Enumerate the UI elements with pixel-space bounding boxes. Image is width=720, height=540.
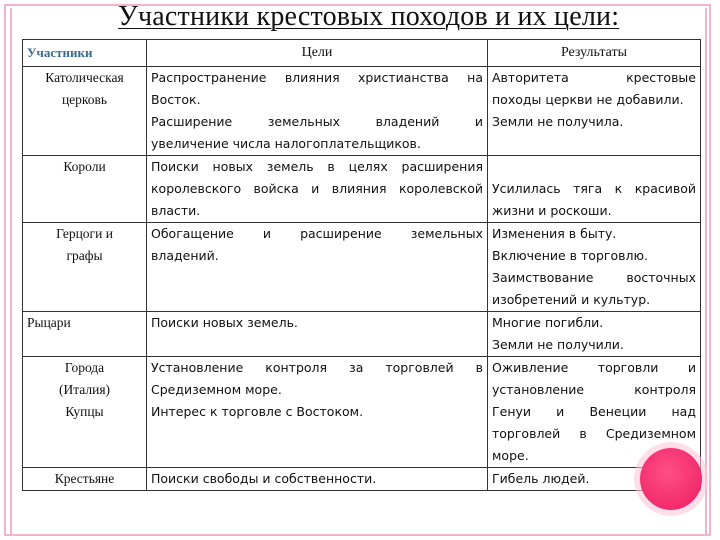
participant-cell — [23, 67, 147, 156]
results-line: Авторитета крестовые — [492, 70, 696, 85]
results-line: Изменения в быту. — [492, 226, 617, 241]
header-goals: Цели — [147, 40, 488, 67]
participant-line: (Италия) — [58, 382, 111, 397]
results-line: Земли не получили. — [492, 337, 624, 352]
participant-line: церковь — [61, 92, 108, 107]
participant-line: Рыцари — [27, 315, 71, 330]
goals-line: Интерес к торговле с Востоком. — [151, 404, 364, 419]
table-row — [23, 357, 701, 468]
participant-cell — [23, 223, 147, 312]
header-participants: Участники — [23, 40, 147, 67]
goals-cell — [147, 223, 488, 312]
results-line: изобретений и культур. — [492, 292, 651, 307]
goals-line: Расширение земельных владений и — [151, 114, 483, 129]
table-row — [23, 312, 701, 357]
results-cell — [488, 357, 701, 468]
goals-line: Поиски новых земель в целях расширения — [151, 159, 483, 174]
results-line: Гибель людей. — [492, 471, 590, 486]
results-line: жизни и роскоши. — [492, 203, 612, 218]
goals-line: Обогащение и расширение земельных — [151, 226, 483, 241]
results-line: Включение в торговлю. — [492, 248, 648, 263]
participant-cell — [23, 312, 147, 357]
results-line: Генуи и Венеции над — [492, 404, 696, 419]
crusades-table — [22, 39, 701, 491]
participant-cell — [23, 468, 147, 491]
goals-line: Установление контроля за торговлей в — [151, 360, 483, 375]
participant-line: Купцы — [65, 404, 104, 419]
goals-line: владений. — [151, 248, 219, 263]
goals-line: увеличение числа налогоплательщиков. — [151, 136, 421, 151]
table-header-row — [23, 40, 701, 67]
goals-line: Распространение влияния христианства на — [151, 70, 483, 85]
goals-cell — [147, 357, 488, 468]
results-line: Земли не получила. — [492, 114, 624, 129]
header-results: Результаты — [488, 40, 701, 67]
results-line: торговлей в Средиземном — [492, 426, 696, 441]
participant-line: Католическая — [45, 70, 124, 85]
results-line: Оживление торговли и — [492, 360, 696, 375]
results-line: установление контроля — [492, 382, 696, 397]
table-row — [23, 223, 701, 312]
results-line — [492, 156, 696, 178]
results-line: походы церкви не добавили. — [492, 92, 684, 107]
goals-cell — [147, 312, 488, 357]
participant-line: Короли — [63, 159, 106, 174]
participant-cell — [23, 156, 147, 223]
goals-cell — [147, 468, 488, 491]
results-line: море. — [492, 448, 529, 463]
goals-line: Средиземном море. — [151, 382, 282, 397]
results-cell — [488, 156, 701, 223]
results-line: Многие погибли. — [492, 315, 604, 330]
participant-cell — [23, 357, 147, 468]
participant-line: Крестьяне — [54, 471, 115, 486]
table-row — [23, 468, 701, 491]
results-cell — [488, 67, 701, 156]
results-line: Усилилась тяга к красивой — [492, 181, 696, 196]
goals-line: Восток. — [151, 92, 201, 107]
results-cell — [488, 468, 701, 491]
participant-line: Города — [64, 360, 105, 375]
goals-line: Поиски свободы и собственности. — [151, 471, 377, 486]
results-cell — [488, 223, 701, 312]
page-title: Участники крестовых походов и их цели: — [118, 1, 620, 32]
table-row — [23, 156, 701, 223]
goals-line: власти. — [151, 203, 201, 218]
goals-cell — [147, 156, 488, 223]
participant-line: графы — [66, 248, 103, 263]
participant-line: Герцоги и — [56, 226, 113, 241]
goals-line: Поиски новых земель. — [151, 315, 298, 330]
goals-line: королевского войска и влияния королевской — [151, 181, 483, 196]
table-row — [23, 67, 701, 156]
goals-cell — [147, 67, 488, 156]
results-cell — [488, 312, 701, 357]
results-line: Заимствование восточных — [492, 270, 696, 285]
